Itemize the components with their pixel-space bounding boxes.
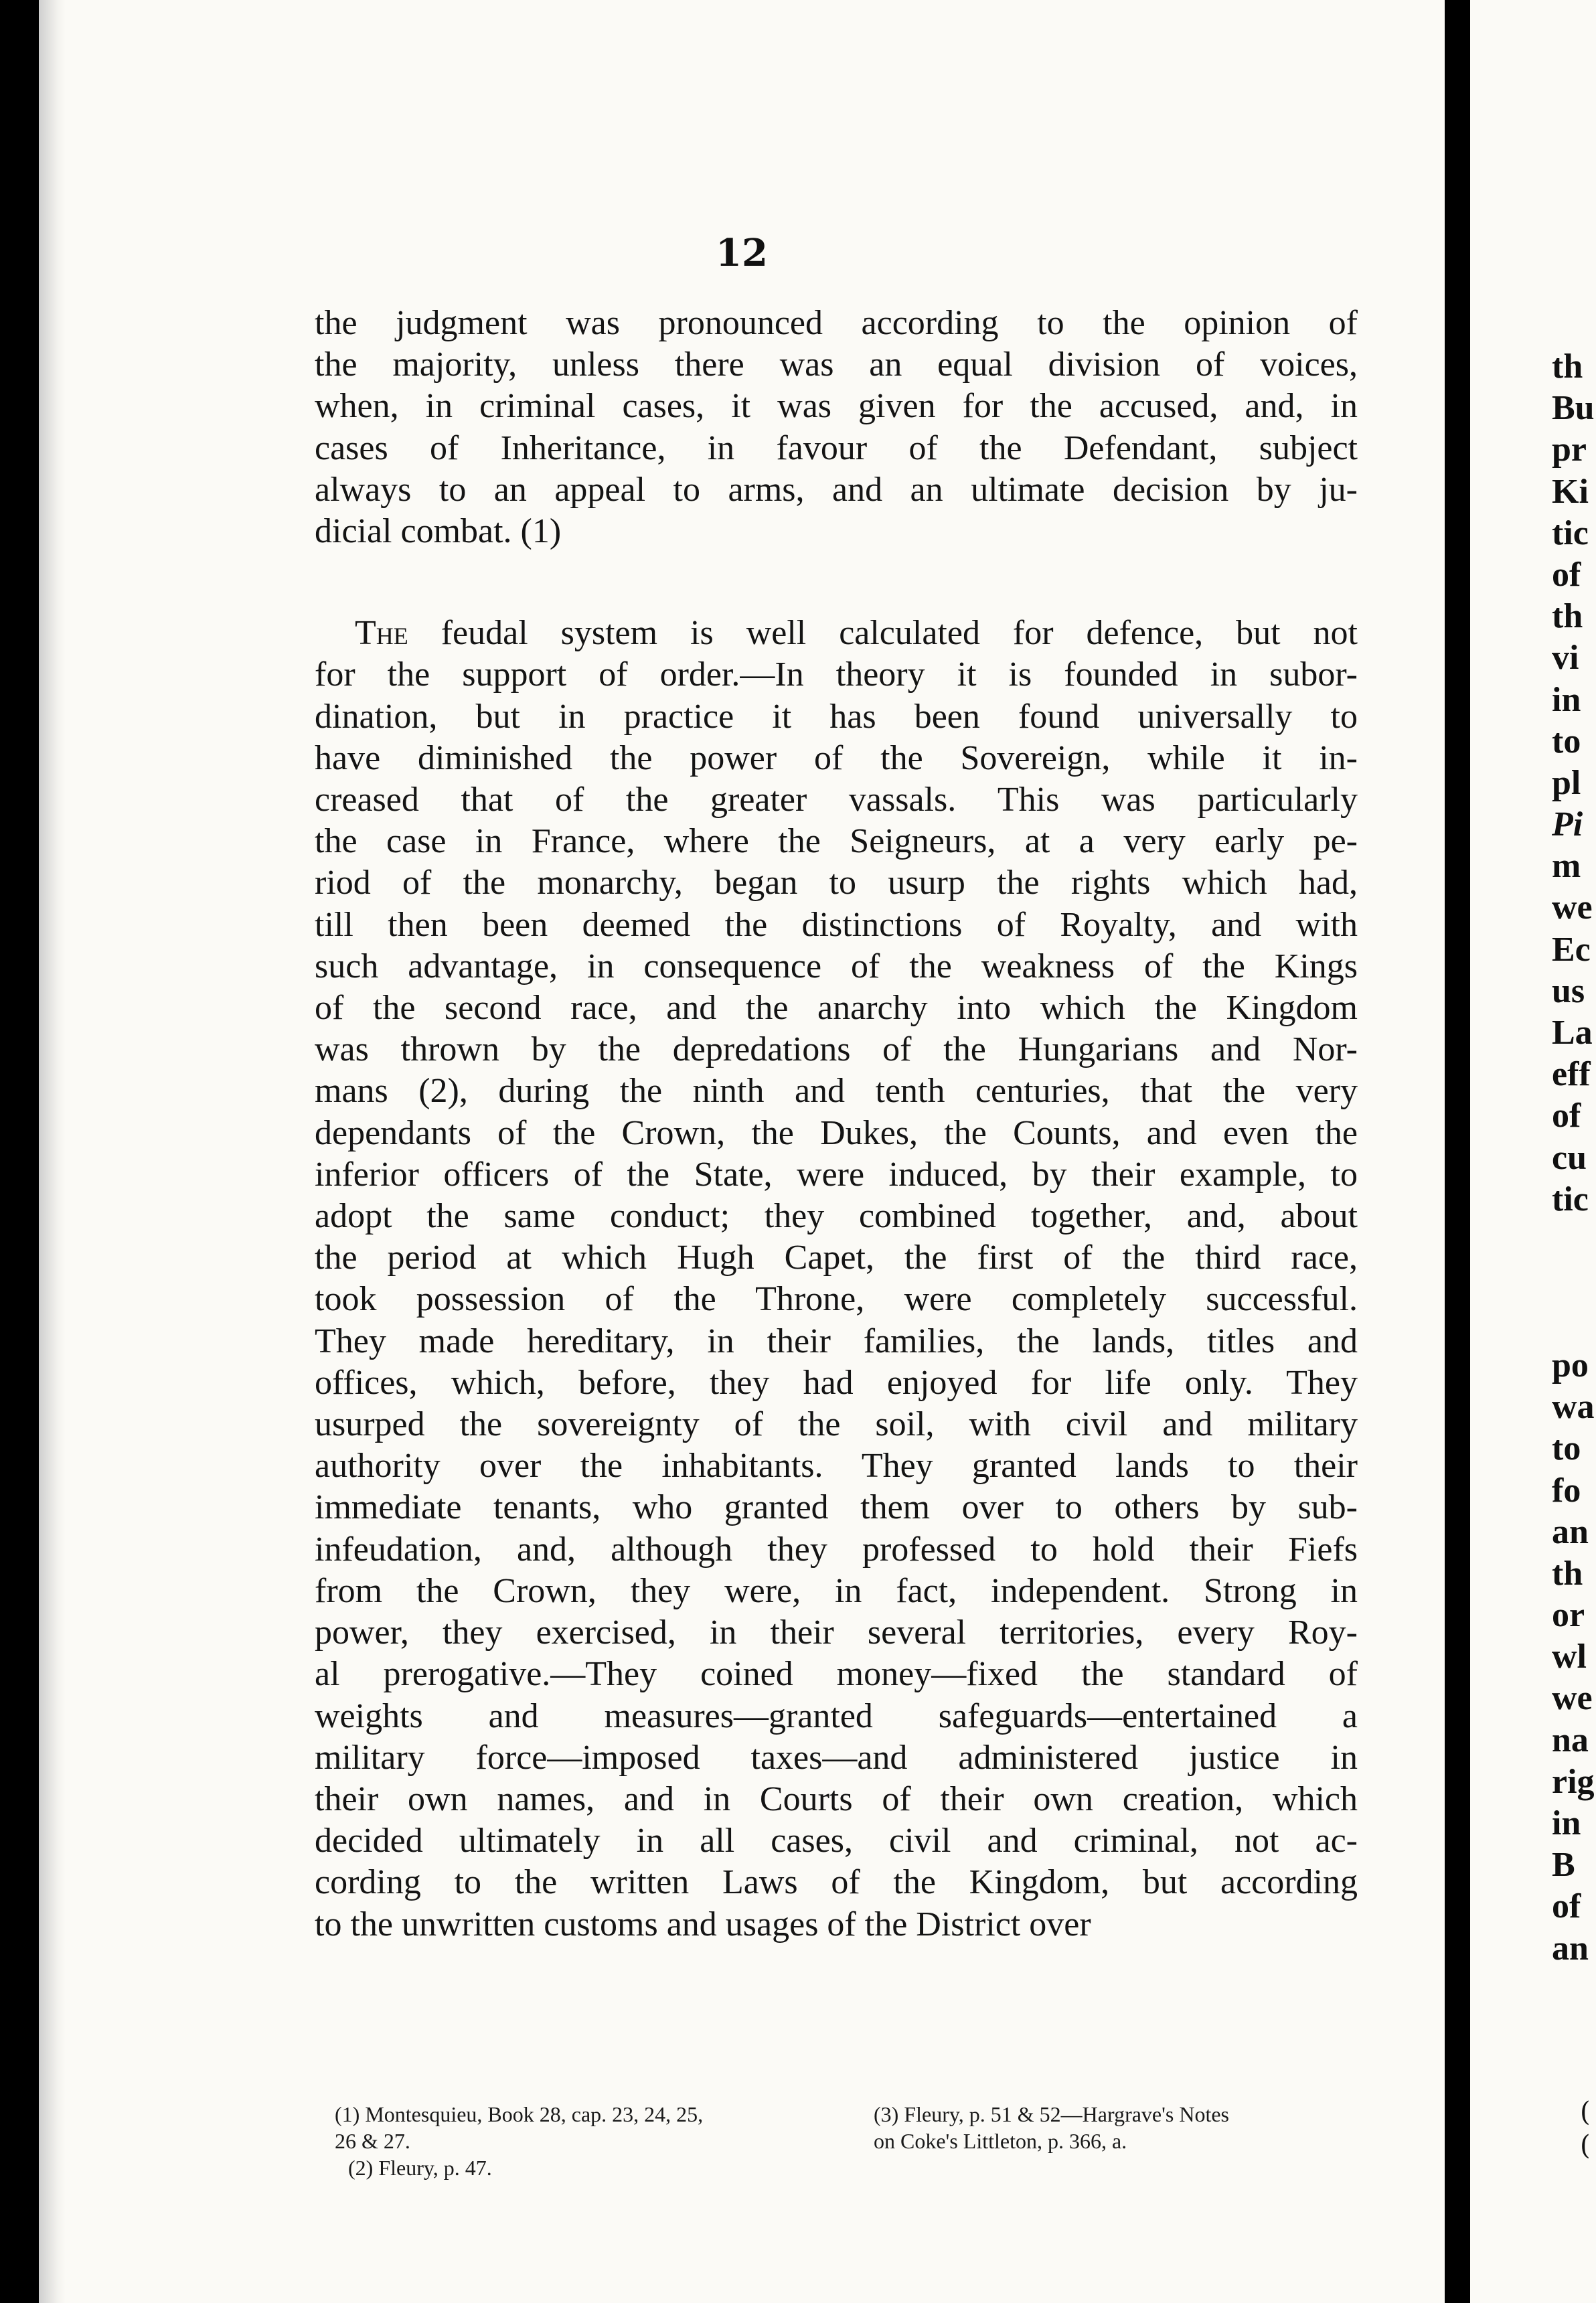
fragment: La [1552, 1014, 1593, 1052]
text-line: al prerogative.—They coined money—fixed the standard of [315, 1655, 1358, 1694]
fragment: na [1552, 1721, 1589, 1759]
text-line: riod of the monarchy, began to usurp the rights which had, [315, 864, 1358, 902]
footnotes-left [335, 2101, 703, 2181]
text-line: from the Crown, they were, in fact, independent. Strong in [315, 1571, 1358, 1610]
fragment: in [1552, 680, 1581, 719]
text-line: always to an appeal to arms, and an ultimate decision by ju- [315, 470, 1358, 509]
lead-rest: feudal system is well calculated for defence, but not [408, 614, 1358, 653]
fragment: wa [1552, 1388, 1595, 1427]
text-line: weights and measures—granted safeguards—entertained a [315, 1696, 1358, 1735]
text-line: the period at which Hugh Capet, the first of the third race, [315, 1239, 1358, 1277]
text-line: inferior officers of the State, were induced, by their example, to [315, 1155, 1358, 1194]
text-line: power, they exercised, in their several territories, every Roy- [315, 1613, 1358, 1652]
fragment: pl [1552, 763, 1581, 802]
fragment: ( [1580, 2097, 1591, 2128]
fragment: th [1552, 1554, 1583, 1593]
footnotes-right [874, 2101, 1229, 2154]
fragment: rig [1552, 1762, 1595, 1801]
fragment: of [1552, 1097, 1581, 1135]
text-line: authority over the inhabitants. They granted lands to their [315, 1447, 1358, 1486]
text-line: of the second race, and the anarchy into which the Kingdom [315, 989, 1358, 1028]
fragment: fo [1552, 1471, 1581, 1510]
text-line: mans (2), during the ninth and tenth centuries, that the very [315, 1072, 1358, 1111]
fragment: tic [1552, 513, 1589, 552]
text-line: usurped the sovereignty of the soil, with civil and military [315, 1405, 1358, 1444]
text-line: dicial combat. (1) [315, 512, 562, 551]
fragment: to [1552, 1429, 1581, 1468]
paragraph-1 [315, 303, 1358, 552]
footnote-3-cont: on Coke's Littleton, p. 366, a. [874, 2129, 1127, 2153]
fragment: an [1552, 1512, 1589, 1551]
text-line: dination, but in practice it has been found universally to [315, 697, 1358, 736]
lead-word: The [355, 614, 408, 653]
footnote-1: (1) Montesquieu, Book 28, cap. 23, 24, 25, [335, 2102, 704, 2126]
body-text [315, 303, 1358, 1945]
fragment: of [1552, 1887, 1581, 1926]
footnote-2: (2) Fleury, p. 47. [348, 2156, 492, 2180]
fragment: Ki [1552, 472, 1589, 511]
fragment: us [1552, 971, 1585, 1010]
footnote-3: (3) Fleury, p. 51 & 52—Hargrave's Notes [874, 2102, 1229, 2126]
fragment: cu [1552, 1138, 1587, 1177]
fragment: Ec [1552, 930, 1591, 969]
fragment: we [1552, 1679, 1593, 1718]
fragment: th [1552, 347, 1583, 386]
fragment: pr [1552, 430, 1587, 469]
fragment: in [1552, 1804, 1581, 1842]
text-line: creased that of the greater vassals. This was particularly [315, 781, 1358, 819]
fragment: vi [1552, 639, 1579, 678]
fragment: tic [1552, 1180, 1589, 1218]
fragment: eff [1552, 1055, 1591, 1094]
text-line: dependants of the Crown, the Dukes, the Counts, and even the [315, 1113, 1358, 1152]
fragment: Pi [1552, 805, 1583, 844]
text-line: have diminished the power of the Sovereign, while it in- [315, 738, 1358, 777]
fragment: or [1552, 1596, 1585, 1635]
text-line: offices, which, before, they had enjoyed for life only. They [315, 1363, 1358, 1402]
text-line-first [315, 613, 1358, 654]
adjacent-page-footnote-marks [1580, 2095, 1591, 2162]
text-line: their own names, and in Courts of their own creation, which [315, 1779, 1358, 1818]
text-line: decided ultimately in all cases, civil and criminal, not ac- [315, 1822, 1358, 1860]
text-line: military force—imposed taxes—and administered justice in [315, 1738, 1358, 1777]
text-line: to the unwritten customs and usages of the District over [315, 1905, 1091, 1943]
footnote-1-cont: 26 & 27. [335, 2129, 410, 2153]
text-line: when, in criminal cases, it was given for the accused, and, in [315, 387, 1358, 426]
text-line: the case in France, where the Seigneurs, at a very early pe- [315, 822, 1358, 861]
text-line: immediate tenants, who granted them over to others by sub- [315, 1488, 1358, 1527]
text-line: took possession of the Throne, were completely successful. [315, 1280, 1358, 1319]
page-binding-edge [39, 0, 66, 2303]
text-line: the judgment was pronounced according to the opinion of [315, 304, 1358, 342]
text-line: was thrown by the depredations of the Hungarians and Nor- [315, 1030, 1358, 1069]
text-line: till then been deemed the distinctions of Royalty, and with [315, 905, 1358, 944]
page-number: 12 [716, 231, 768, 275]
adjacent-page-text [1552, 346, 1596, 1970]
fragment: m [1552, 847, 1581, 886]
page-gutter [1445, 0, 1470, 2303]
text-line: cases of Inheritance, in favour of the Defendant, subject [315, 428, 1358, 467]
text-line: adopt the same conduct; they combined together, and, about [315, 1197, 1358, 1236]
paragraph-2 [315, 613, 1358, 1945]
text-line: They made hereditary, in their families, the lands, titles and [315, 1322, 1358, 1360]
fragment: to [1552, 722, 1581, 761]
fragment: of [1552, 555, 1581, 594]
text-line: for the support of order.—In theory it is founded in subor- [315, 655, 1358, 694]
text-line: such advantage, in consequence of the weakness of the Kings [315, 947, 1358, 985]
fragment: B [1552, 1846, 1575, 1885]
fragment: ( [1580, 2130, 1591, 2161]
fragment: Bu [1552, 389, 1595, 428]
text-line: infeudation, and, although they professed to hold their Fiefs [315, 1530, 1358, 1569]
fragment: wl [1552, 1638, 1587, 1676]
text-line: cording to the written Laws of the Kingdom, but according [315, 1863, 1358, 1902]
fragment: th [1552, 597, 1583, 636]
fragment: an [1552, 1929, 1589, 1968]
text-line: the majority, unless there was an equal division of voices, [315, 345, 1358, 384]
fragment: po [1552, 1346, 1589, 1384]
fragment: we [1552, 888, 1593, 927]
